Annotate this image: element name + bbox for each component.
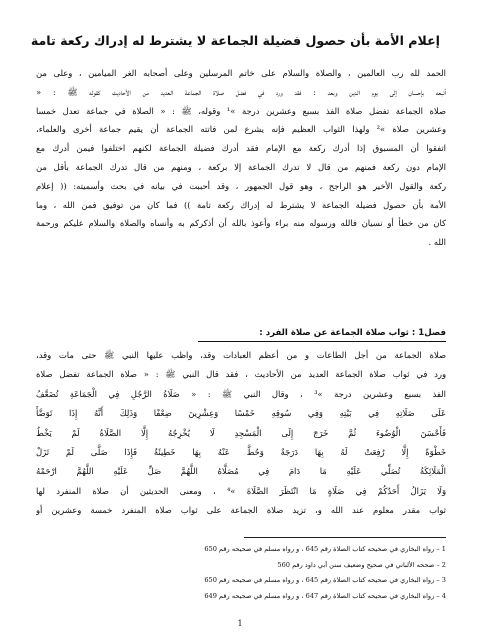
section-paragraph [36, 346, 446, 521]
paragraph-line: وعشرين صلاة »² ولهذا الثواب العظيم فإنه يشرع لمن فاتته الجماعة أن يقيم جماعة أخرى والعلماء، [36, 124, 446, 135]
document-title: إعلام الأمة بأن حصول فضيلة الجماعة لا يشترط له إدراك ركعة تامة [30, 33, 440, 48]
paragraph-line: أتبعه بإحسان إلى يوم الدين وبعد : فقد ورد في فضل صلاة الجماعة العديد من الأحاديث كقوله ﷺ : « [36, 86, 446, 97]
paragraph-line: اتفقوا أن المسبوق إذا أدرك ركعة مع الإمام فقد أدرك فضيلة الجماعة لكنهم اختلفوا فيمن أدرك مع [36, 143, 446, 154]
section-1 [36, 326, 446, 521]
paragraph-line: كان من خطأ أو نسيان فالله ورسوله منه براء وأعوذ بالله أن أذكركم به وأنساه والصلاة والسلام عليكم ورحمة [36, 218, 446, 229]
paragraph-line: الأمة بأن حصول فضيلة الجماعة لا يشترط له إدراك ركعة تامة )) فما كان من توفيق فمن الله ، وما [36, 199, 446, 210]
footnote: 4 – رواه البخاري في صحيحه كتاب الصلاة رقم 647 ، و رواه مسلم في صحيحه رقم 649 [204, 591, 446, 600]
paragraph-line: الإمام دون ركعة فمنهم من قال لا تدرك الجماعة إلا بركعة ، ومنهم من قال تدرك الجماعة بأقل من [36, 161, 446, 172]
footnote: 2 – صححه الألباني في صحيح وضعيف سنن أبي داود رقم 560 [277, 560, 446, 569]
footnote: 1 – رواه البخاري في صحيحه كتاب الصلاة رقم 645 ، و رواه مسلم في صحيحه رقم 650 [204, 545, 446, 553]
hadith-line: عَلَى صَلَاتِهِ فِي بَيْتِهِ وَفِي سُوقِهِ خَمْسًا وَعِشْرِينَ ضِعْفًا وَذَلِكَ أَنَّهُ إِذَا تَوَضَّأَ [36, 408, 446, 419]
paragraph-line: وَلَا يَزَالُ أَحَدُكُمْ فِي صَلَاةٍ مَا انْتَظَرَ الصَّلَاةَ »⁴ ، ومعنى الحديثين أن صلاة المنفرد لها [36, 485, 446, 496]
footnotes [36, 542, 446, 604]
paragraph-line: ثواب مقدر معلوم عند الله و، تزيد صلاة الجماعة على ثواب صلاة المنفرد خمسة وعشرين أو [36, 505, 446, 516]
paragraph-line: الفذ بسبع وعشرين درجة »³ ، وقال النبي ﷺ : « صَلَاةُ الرَّجُلِ فِي الْجَمَاعَةِ تُضَعَّفُ [36, 388, 446, 399]
intro-paragraph [36, 64, 446, 252]
footnote-separator [244, 537, 446, 538]
paragraph-line: الله . [428, 237, 446, 248]
paragraph-line: ركعة والقول الأخير هو الراجح ، وهو قول الجمهور ، وقد أحببت في بيانه في بحث وأسميته: (( إعلام [36, 180, 446, 191]
section-heading: فصل1 : ثواب صلاة الجماعة عن صلاة الفرد : [259, 328, 446, 338]
section-heading-underline [198, 341, 446, 342]
paragraph-line: صلاة الجماعة من أجل الطاعات و من أعظم العبادات وقد، واظب عليها النبي ﷺ حتى مات وقد، [36, 350, 446, 360]
hadith-line: الْمَلَائِكَةُ تُصَلِّي عَلَيْهِ مَا دَامَ فِي مُصَلَّاهُ اللَّهُمَّ صَلِّ عَلَيْهِ اللَّهُمَّ ارْحَمْهُ [36, 466, 446, 477]
paragraph-line: ورد في ثواب صلاة الجماعة العديد من الأحاديث ، فقد قال النبي ﷺ : « صلاة الجماعة تفضل صلاة [36, 369, 446, 380]
footnote: 3 – رواه البخاري في صحيحه كتاب الصلاة رقم 645 ، و رواه مسلم في صحيحه رقم 650 [204, 576, 446, 585]
hadith-line: خَطْوَةً إِلَّا رُفِعَتْ لَهُ بِهَا دَرَجَةٌ وَحُطَّ عَنْهُ بِهَا خَطِيئَةٌ فَإِذَا صَلَّى لَمْ تَزَلْ [36, 446, 446, 457]
hadith-line: فَأَحْسَنَ الْوُضُوءَ ثُمَّ خَرَجَ إِلَى الْمَسْجِدِ لَا يُخْرِجُهُ إِلَّا الصَّلَاةُ لَمْ يَخْطُ [36, 427, 446, 438]
page-number: 1 [237, 619, 243, 628]
paragraph-line: صلاة الجماعة تفضل صلاة الفذ بسبع وعشرين درجة »¹ وقوله، ﷺ : « الصلاة في جماعة تعدل خمسا [36, 105, 446, 116]
paragraph-line: الحمد لله رب العالمين ، والصلاة والسلام على خاتم المرسلين وعلى أصحابه الغر الميامين ، وعلى من [36, 68, 446, 78]
